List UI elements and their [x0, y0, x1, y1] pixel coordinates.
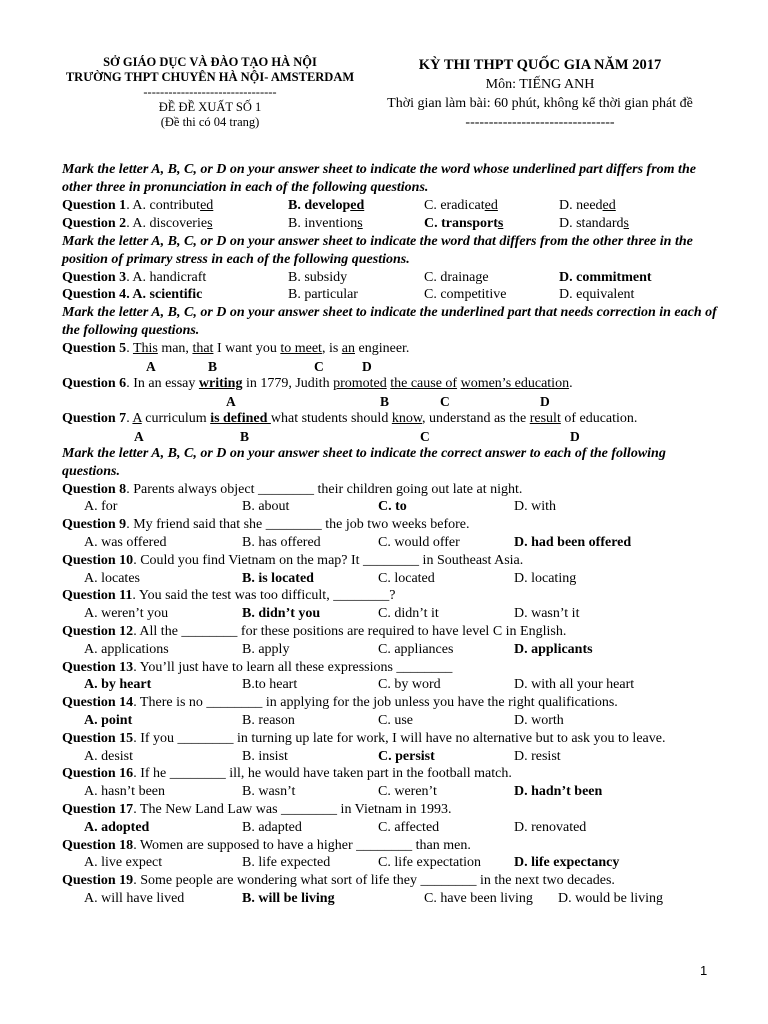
- question-16: [62, 765, 722, 783]
- option-a: A. applications: [84, 641, 169, 657]
- instruction-pronunciation: Mark the letter A, B, C, or D on your answer sheet to indicate the word whose underlined part differs from the other three in pronunciation in each of the following questions.: [62, 162, 696, 195]
- option-d: D. standards: [559, 215, 629, 231]
- option-c: C. persist: [378, 748, 435, 764]
- option-c: C. to: [378, 499, 407, 515]
- question-4: [62, 286, 722, 304]
- option-b: B. adapted: [242, 819, 302, 835]
- option-c: C. drainage: [424, 269, 489, 285]
- answer-options: [62, 641, 722, 659]
- letter-b: B: [240, 428, 250, 444]
- question-label: Question 7: [62, 410, 127, 426]
- option-d: D. commitment: [559, 269, 652, 285]
- answer-options: [62, 819, 722, 837]
- question-stem: . The New Land Law was ________ in Vietnam in 1993.: [133, 801, 452, 817]
- question-19: [62, 872, 722, 890]
- question-stem: . If you ________ in turning up late for work, I will have no alternative but to ask you to leave.: [133, 730, 666, 746]
- question-label: Question 6: [62, 375, 127, 391]
- letter-a: A: [226, 393, 236, 409]
- option-d: D. would be living: [558, 890, 663, 906]
- option-a: A. hasn’t been: [84, 784, 165, 800]
- option-d: D. worth: [514, 712, 564, 728]
- option-d: D. renovated: [514, 819, 587, 835]
- question-label: Question 3: [62, 269, 127, 285]
- exam-header: [370, 56, 710, 132]
- header-divider-right: --------------------------------: [465, 115, 615, 130]
- question-stem: . Parents always object ________ their children going out late at night.: [126, 481, 523, 497]
- option-c: C. have been living: [424, 890, 533, 906]
- option-d: D. with all your heart: [514, 677, 635, 693]
- question-label: Question 16: [62, 766, 134, 782]
- option-c: C. eradicated: [424, 198, 498, 213]
- exam-code: ĐỀ ĐỀ XUẤT SỐ 1: [158, 100, 262, 114]
- time-allowed: Thời gian làm bài: 60 phút, không kể thời gian phát đề: [387, 96, 693, 111]
- option-d: D. life expectancy: [514, 855, 620, 871]
- question-stem: . You said the test was too difficult, ________?: [132, 588, 396, 604]
- question-label: Question 15: [62, 730, 134, 746]
- option-b: B. is located: [242, 570, 314, 586]
- page-number: 1: [700, 963, 708, 978]
- question-stem: . You’ll just have to learn all these expressions ________: [133, 659, 453, 675]
- option-b: B. didn’t you: [242, 606, 321, 622]
- question-7-letters: [62, 428, 722, 445]
- question-stem: . Women are supposed to have a higher ________ than men.: [133, 837, 471, 853]
- option-a: A. was offered: [84, 534, 167, 550]
- question-label: Question 12: [62, 623, 134, 639]
- letter-c: C: [420, 428, 430, 444]
- exam-title: KỲ THI THPT QUỐC GIA NĂM 2017: [418, 57, 662, 73]
- question-13: [62, 659, 722, 677]
- answer-options: [62, 783, 722, 801]
- option-b: B. subsidy: [288, 269, 348, 285]
- question-stem: . There is no ________ in applying for the job unless you have the right qualifications.: [133, 695, 618, 711]
- instruction-correct-answer: Mark the letter A, B, C, or D on your answer sheet to indicate the correct answer to each of the following questions.: [62, 445, 666, 479]
- option-c: C. by word: [378, 677, 441, 693]
- letter-b: B: [380, 393, 390, 409]
- option-a: A. for: [84, 499, 118, 515]
- department-name: SỞ GIÁO DỤC VÀ ĐÀO TẠO HÀ NỘI: [103, 55, 317, 69]
- school-header: [40, 55, 380, 130]
- answer-options: [62, 498, 722, 516]
- option-c: C. transports: [424, 215, 504, 231]
- option-c: C. appliances: [378, 641, 454, 657]
- option-a: . A. scientific: [126, 287, 203, 303]
- letter-d: D: [362, 358, 372, 374]
- instruction-error-correction: Mark the letter A, B, C, or D on your answer sheet to indicate the underlined part that needs correction in each of the following questions.: [62, 305, 717, 339]
- option-b: B. about: [242, 499, 290, 515]
- question-18: [62, 837, 722, 855]
- option-c: C. use: [378, 712, 413, 728]
- answer-options: [62, 748, 722, 766]
- question-1: Question 1. A. contributed B. developed C. eradicated D. needed: [62, 198, 616, 213]
- question-5: Question 5. This man, that I want you to meet, is an engineer.: [62, 341, 410, 357]
- option-a: A. will have lived: [84, 890, 185, 906]
- option-d: D. needed: [559, 198, 616, 213]
- answer-options: [62, 890, 722, 908]
- letter-a: A: [146, 358, 156, 374]
- option-d: D. locating: [514, 570, 577, 586]
- question-label: Question 1: [62, 198, 127, 213]
- question-stem: . Some people are wondering what sort of life they ________ in the next two decades.: [133, 873, 615, 889]
- option-b: B. insist: [242, 748, 288, 764]
- question-stem: . My friend said that she ________ the job two weeks before.: [126, 517, 470, 533]
- question-6-letters: [62, 393, 722, 410]
- question-2: Question 2. A. discoveries B. inventions C. transports D. standards: [62, 215, 629, 231]
- option-b: B. has offered: [242, 534, 321, 550]
- option-d: D. with: [514, 499, 556, 515]
- option-b: B. developed: [288, 198, 365, 213]
- question-7: Question 7. A curriculum is defined what students should know, understand as the result of education.: [62, 410, 638, 426]
- question-label: Question 17: [62, 801, 134, 817]
- question-8: [62, 481, 722, 499]
- option-d: D. wasn’t it: [514, 606, 580, 622]
- question-3: Question 3. A. handicraft B. subsidy C. drainage D. commitment: [62, 269, 652, 285]
- question-label: Question 11: [62, 588, 133, 604]
- question-17: [62, 801, 722, 819]
- option-a: A. by heart: [84, 677, 152, 693]
- question-label: Question 4: [62, 287, 127, 303]
- question-12: [62, 623, 722, 641]
- option-c: C. weren’t: [378, 784, 437, 800]
- page-count-note: (Đề thi có 04 trang): [160, 115, 260, 129]
- question-9: [62, 516, 722, 534]
- option-c: C. life expectation: [378, 855, 482, 871]
- answer-options: [62, 676, 722, 694]
- exam-body: [62, 161, 722, 908]
- option-a: A. point: [84, 712, 133, 728]
- question-label: Question 19: [62, 873, 134, 889]
- answer-options: [62, 570, 722, 588]
- header-divider: --------------------------------: [143, 85, 277, 99]
- question-10: [62, 552, 722, 570]
- option-a: A. weren’t you: [84, 606, 169, 622]
- option-c: C. competitive: [424, 287, 507, 303]
- letter-d: D: [570, 428, 580, 444]
- answer-options: [62, 712, 722, 730]
- option-d: D. applicants: [514, 641, 593, 657]
- letter-b: B: [208, 358, 218, 374]
- question-14: [62, 694, 722, 712]
- question-stem: . If he ________ ill, he would have taken part in the football match.: [133, 766, 512, 782]
- question-label: Question 2: [62, 215, 127, 231]
- option-d: D. equivalent: [559, 287, 635, 303]
- option-a: A. live expect: [84, 855, 163, 871]
- question-label: Question 10: [62, 552, 134, 568]
- option-b: B. apply: [242, 641, 290, 657]
- option-b: B.to heart: [242, 677, 298, 693]
- letter-c: C: [440, 393, 450, 409]
- letter-c: C: [314, 358, 324, 374]
- option-a: A. locates: [84, 570, 140, 586]
- option-b: B. inventions: [288, 215, 363, 231]
- letter-d: D: [540, 393, 550, 409]
- question-stem: . All the ________ for these positions are required to have level C in English.: [133, 623, 567, 639]
- school-name: TRƯỜNG THPT CHUYÊN HÀ NỘI- AMSTERDAM: [65, 70, 355, 84]
- answer-options: [62, 854, 722, 872]
- option-c: C. affected: [378, 819, 440, 835]
- option-d: D. hadn’t been: [514, 784, 603, 800]
- option-c: C. didn’t it: [378, 606, 439, 622]
- option-b: B. life expected: [242, 855, 331, 871]
- option-a: A. adopted: [84, 819, 150, 835]
- question-5-letters: [62, 358, 722, 375]
- option-b: B. reason: [242, 712, 295, 728]
- option-b: B. particular: [288, 287, 358, 303]
- question-label: Question 18: [62, 837, 134, 853]
- multiple-choice-questions: [62, 481, 722, 908]
- question-stem: . Could you find Vietnam on the map? It ________ in Southeast Asia.: [133, 552, 524, 568]
- option-c: C. located: [378, 570, 435, 586]
- option-a: A. desist: [84, 748, 133, 764]
- question-11: [62, 587, 722, 605]
- answer-options: [62, 534, 722, 552]
- question-15: [62, 730, 722, 748]
- question-label: Question 14: [62, 695, 134, 711]
- answer-options: [62, 605, 722, 623]
- option-b: B. will be living: [242, 890, 335, 906]
- option-c: C. would offer: [378, 534, 460, 550]
- option-d: D. had been offered: [514, 534, 632, 550]
- question-6: Question 6. In an essay writing in 1779, Judith promoted the cause of women’s education.: [62, 375, 573, 391]
- question-label: Question 9: [62, 517, 127, 533]
- question-label: Question 13: [62, 659, 134, 675]
- question-label: Question 5: [62, 341, 127, 357]
- instruction-stress: Mark the letter A, B, C, or D on your answer sheet to indicate the word that differs from the other three in the position of primary stress in each of the following questions.: [62, 233, 693, 267]
- subject-name: Môn: TIẾNG ANH: [485, 77, 595, 92]
- letter-a: A: [134, 428, 144, 444]
- option-d: D. resist: [514, 748, 561, 764]
- option-b: B. wasn’t: [242, 784, 296, 800]
- question-label: Question 8: [62, 481, 127, 497]
